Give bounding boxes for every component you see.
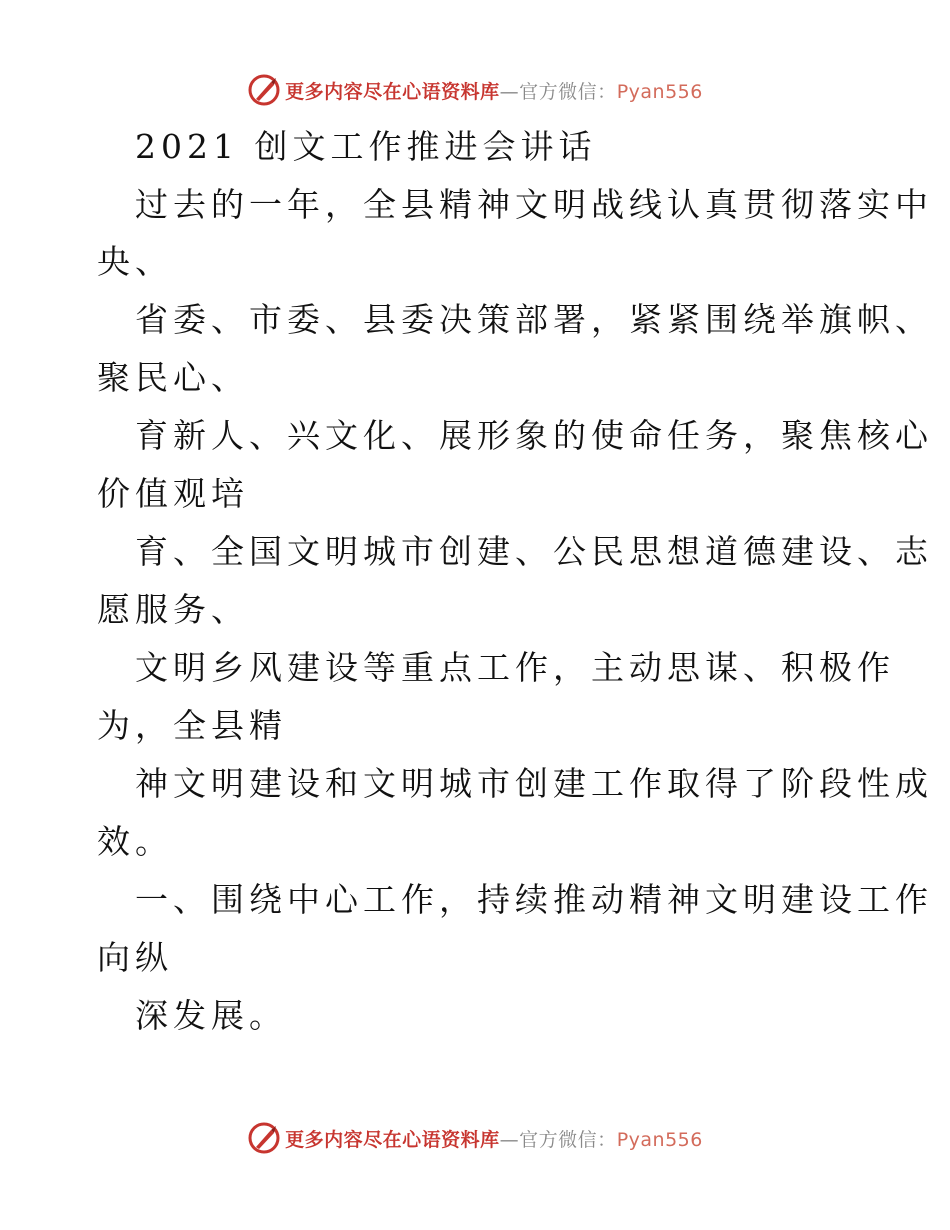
text-line: 为，全县精 — [97, 706, 287, 745]
text-line: 文明乡风建设等重点工作，主动思谋、积极作 — [135, 648, 895, 687]
text-line: 央、 — [97, 242, 173, 281]
document-title: 2021 创文工作推进会讲话 — [135, 127, 597, 166]
watermark-text — [285, 1125, 703, 1152]
text-line: 省委、市委、县委决策部署，紧紧围绕举旗帜、 — [135, 300, 933, 339]
watermark-wechat-id: Pyan556 — [616, 80, 703, 103]
text-line: 效。 — [97, 822, 173, 861]
section-heading: 一、围绕中心工作，持续推动精神文明建设工作 — [135, 880, 933, 919]
watermark-wechat-label: 官方微信： — [519, 80, 617, 103]
text-line: 向纵 — [97, 938, 173, 977]
text-line: 神文明建设和文明城市创建工作取得了阶段性成 — [135, 764, 933, 803]
text-line: 育新人、兴文化、展形象的使命任务，聚焦核心 — [135, 416, 933, 455]
watermark-wechat-id: Pyan556 — [616, 1128, 703, 1151]
watermark-wechat-label: 官方微信： — [519, 1128, 617, 1151]
watermark-text — [285, 77, 703, 104]
text-line: 育、全国文明城市创建、公民思想道德建设、志 — [135, 532, 933, 571]
text-line: 深发展。 — [135, 996, 287, 1035]
quill-logo-icon — [247, 1121, 281, 1155]
header-watermark — [0, 70, 950, 110]
text-line: 愿服务、 — [97, 590, 249, 629]
watermark-dash: — — [499, 1128, 520, 1151]
text-line: 过去的一年，全县精神文明战线认真贯彻落实中 — [135, 185, 933, 224]
text-line: 聚民心、 — [97, 358, 249, 397]
footer-watermark — [0, 1118, 950, 1158]
quill-logo-icon — [247, 73, 281, 107]
text-line: 价值观培 — [97, 474, 249, 513]
watermark-site-name: 更多内容尽在心语资料库 — [285, 80, 500, 103]
watermark-site-name: 更多内容尽在心语资料库 — [285, 1128, 500, 1151]
watermark-dash: — — [499, 80, 520, 103]
